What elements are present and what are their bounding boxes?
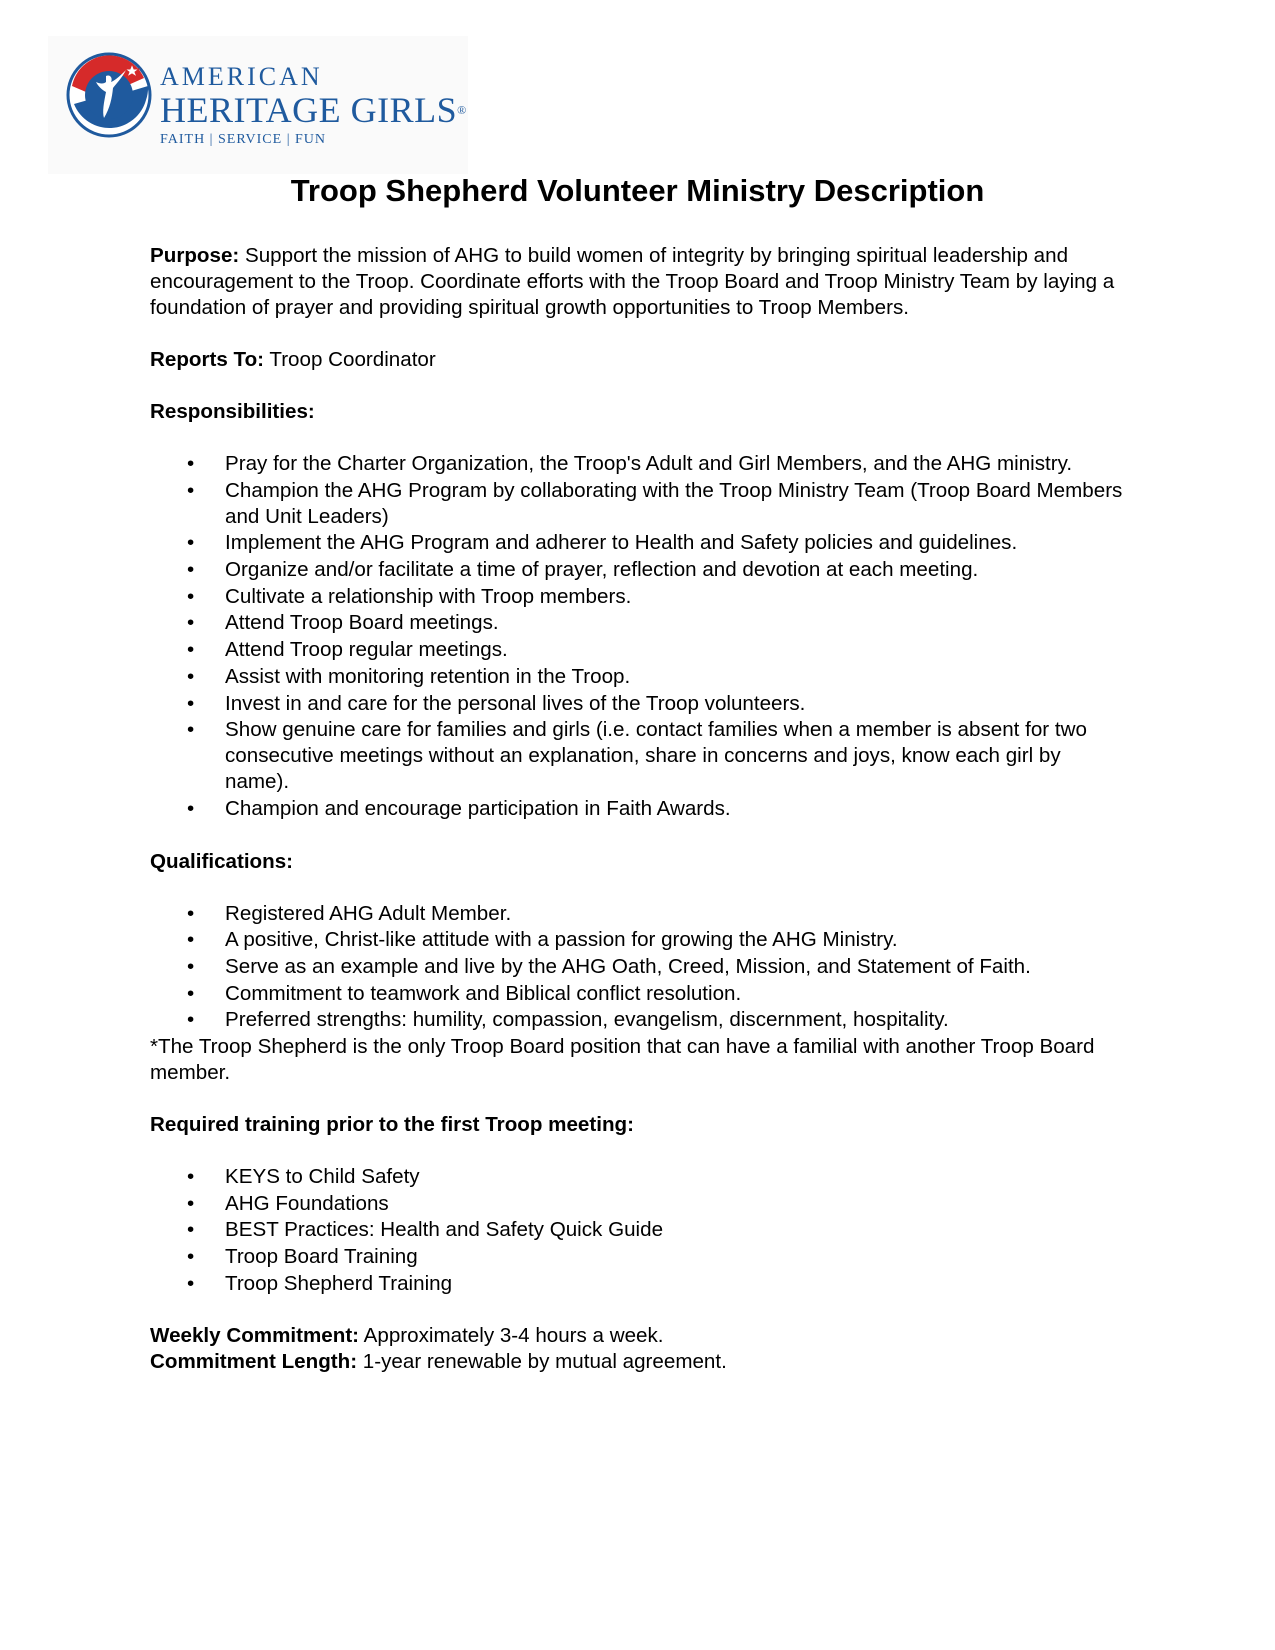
list-item: • Preferred strengths: humility, compassion, evangelism, discernment, hospitality. [150, 1007, 1125, 1033]
weekly-commitment-paragraph [150, 1323, 1125, 1349]
purpose-text: Support the mission of AHG to build women of integrity by bringing spiritual leadership and encouragement to the Troop. Coordinate efforts with the Troop Board and Troop Ministry Team by laying a foundation of prayer and providing spiritual growth opportunities to Troop Members. [150, 244, 1115, 319]
list-item: • KEYS to Child Safety [150, 1164, 1125, 1190]
list-item: • AHG Foundations [150, 1191, 1125, 1217]
list-item: • Implement the AHG Program and adherer to Health and Safety policies and guidelines. [150, 530, 1125, 556]
training-list [150, 1164, 1125, 1297]
responsibilities-heading: Responsibilities: [150, 400, 315, 423]
list-item: • Invest in and care for the personal lives of the Troop volunteers. [150, 691, 1125, 717]
logo-tagline: FAITH | SERVICE | FUN [160, 132, 327, 147]
qualifications-list [150, 901, 1125, 1034]
logo-wordmark [160, 64, 467, 148]
reports-to-text: Troop Coordinator [264, 348, 436, 371]
ahg-emblem-icon [66, 52, 152, 138]
commitment-length-text: 1-year renewable by mutual agreement. [357, 1350, 727, 1374]
purpose-label: Purpose: [150, 244, 240, 267]
reports-to-label: Reports To: [150, 348, 265, 371]
list-item: • Serve as an example and live by the AHG Oath, Creed, Mission, and Statement of Faith. [150, 954, 1125, 980]
list-item: • A positive, Christ-like attitude with a passion for growing the AHG Ministry. [150, 927, 1125, 953]
weekly-commitment-label: Weekly Commitment: [150, 1324, 360, 1348]
list-item: • Pray for the Charter Organization, the Troop's Adult and Girl Members, and the AHG ministry. [150, 451, 1125, 477]
list-item: • Commitment to teamwork and Biblical conflict resolution. [150, 981, 1125, 1007]
qualifications-heading: Qualifications: [150, 849, 294, 873]
list-item: • Show genuine care for families and girls (i.e. contact families when a member is absent for two consecutive meetings without an explanation, share in concerns and joys, know each girl by name). [150, 717, 1125, 795]
page-title: Troop Shepherd Volunteer Ministry Description [290, 173, 985, 208]
reports-to-paragraph [150, 347, 1125, 373]
responsibilities-list [150, 451, 1125, 822]
list-item: • Assist with monitoring retention in the Troop. [150, 664, 1125, 690]
list-item: • Champion and encourage participation in Faith Awards. [150, 796, 1125, 822]
commitment-length-paragraph [150, 1349, 1125, 1375]
registered-mark: ® [457, 103, 467, 117]
qualifications-note: *The Troop Shepherd is the only Troop Board position that can have a familial with another Troop Board member. [150, 1035, 1095, 1084]
document-body [150, 243, 1125, 1375]
list-item: • Champion the AHG Program by collaborating with the Troop Ministry Team (Troop Board Members and Unit Leaders) [150, 478, 1125, 530]
logo-line-heritage-girls [160, 92, 467, 128]
list-item: • Attend Troop regular meetings. [150, 637, 1125, 663]
commitment-length-label: Commitment Length: [150, 1350, 358, 1374]
logo-heritage-girls-text: HERITAGE GIRLS [160, 90, 458, 130]
purpose-paragraph [150, 243, 1125, 321]
weekly-commitment-text: Approximately 3-4 hours a week. [359, 1324, 664, 1348]
list-item: • Organize and/or facilitate a time of prayer, reflection and devotion at each meeting. [150, 557, 1125, 583]
list-item: • Troop Board Training [150, 1244, 1125, 1270]
list-item: • Attend Troop Board meetings. [150, 610, 1125, 636]
training-heading: Required training prior to the first Troop meeting: [150, 1113, 634, 1136]
ahg-logo [48, 36, 468, 174]
list-item: • Registered AHG Adult Member. [150, 901, 1125, 927]
list-item: • Troop Shepherd Training [150, 1271, 1125, 1297]
list-item: • Cultivate a relationship with Troop members. [150, 584, 1125, 610]
list-item: • BEST Practices: Health and Safety Quick Guide [150, 1217, 1125, 1243]
logo-line-american: AMERICAN [160, 62, 323, 91]
